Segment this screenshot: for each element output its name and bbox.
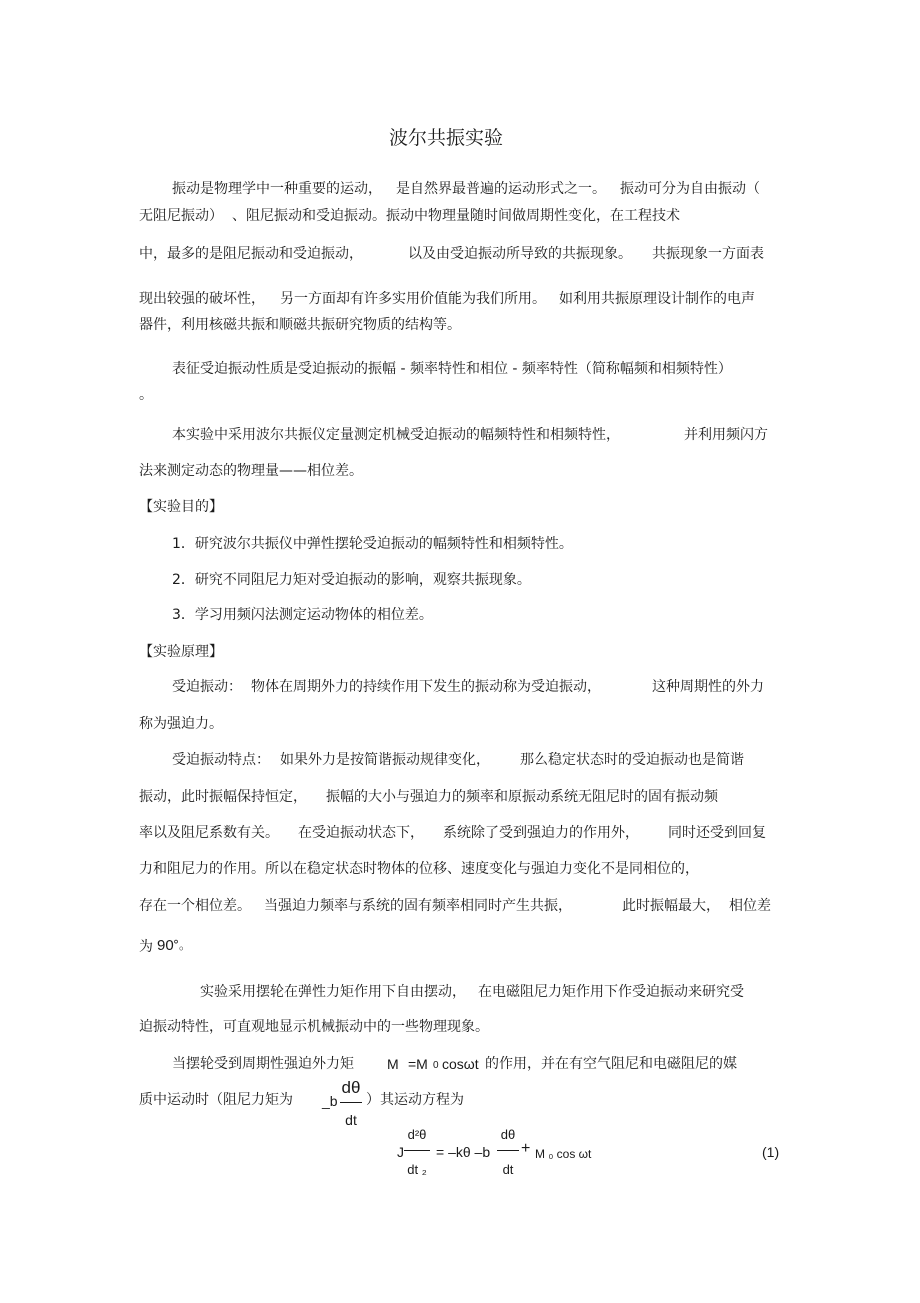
equation-denominator: dt ₂ <box>407 1162 427 1177</box>
principle-text: 受迫振动： <box>172 679 242 695</box>
fraction-bar <box>404 1150 430 1151</box>
principle-text: 受迫振动特点： <box>172 752 270 768</box>
intro-text: 无阻尼振动） <box>139 208 223 224</box>
fraction-bar <box>340 1102 362 1103</box>
principle-text: 系统除了受到强迫力的作用外， <box>443 825 639 841</box>
principle-text: 这种周期性的外力 <box>652 679 764 695</box>
intro-text: 如利用共振原理设计制作的电声 <box>559 291 755 307</box>
principle-text: 当摆轮受到周期性强迫外力矩 <box>172 1056 354 1072</box>
intro-text: 振动可分为自由振动（ <box>620 181 760 197</box>
list-item: 3．学习用频闪法测定运动物体的相位差。 <box>172 607 433 623</box>
equation-symbol: M ₀ cos ωt <box>535 1147 592 1161</box>
section-heading: 【实验目的】 <box>139 499 223 515</box>
principle-text: 那么稳定状态时的受迫振动也是简谐 <box>520 752 744 768</box>
formula-symbol: _b <box>322 1093 338 1109</box>
intro-text: 中，最多的是阻尼振动和受迫振动， <box>139 246 363 262</box>
principle-text: 同时还受到回复 <box>668 825 766 841</box>
principle-text: 此时振幅最大， <box>622 898 720 914</box>
principle-text: 实验采用摆轮在弹性力矩作用下自由摆动， <box>200 984 466 1000</box>
intro-text: 共振现象一方面表 <box>652 246 764 262</box>
principle-text: 力和阻尼力的作用。所以在稳定状态时物体的位移、速度变化与强迫力变化不是同相位的， <box>139 861 699 877</box>
principle-text: 的作用，并在有空气阻尼和电磁阻尼的媒 <box>485 1056 737 1072</box>
intro-text: 以及由受迫振动所导致的共振现象。 <box>408 246 632 262</box>
formula-symbol: =M <box>408 1056 428 1072</box>
phase-value: 90 <box>157 937 174 954</box>
principle-text: 存在一个相位差。 <box>139 898 251 914</box>
fraction-bar <box>497 1150 519 1151</box>
intro-text: 现出较强的破坏性， <box>139 291 265 307</box>
principle-text: 物体在周期外力的持续作用下发生的振动称为受迫振动， <box>251 679 601 695</box>
principle-text: 相位差 <box>729 898 771 914</box>
list-item: 2．研究不同阻尼力矩对受迫振动的影响，观察共振现象。 <box>172 572 531 588</box>
principle-text: 迫振动特性，可直观地显示机械振动中的一些物理现象。 <box>139 1019 489 1035</box>
principle-text: 振动，此时振幅保持恒定， <box>139 789 307 805</box>
section-heading: 【实验原理】 <box>139 644 223 660</box>
principle-text: 称为强迫力。 <box>139 716 223 732</box>
fraction-denominator: dt <box>345 1112 357 1128</box>
equation-symbol: + <box>521 1140 531 1157</box>
fraction-numerator: dθ <box>341 1078 361 1097</box>
principle-text: 率以及阻尼系数有关。 <box>139 825 279 841</box>
principle-text: 振幅的大小与强迫力的频率和原振动系统无阻尼时的固有振动频 <box>326 789 718 805</box>
intro-text: 法来测定动态的物理量——相位差。 <box>139 463 363 479</box>
intro-text: 器件，利用核磁共振和顺磁共振研究物质的结构等。 <box>139 317 461 333</box>
intro-text: 本实验中采用波尔共振仪定量测定机械受迫振动的幅频特性和相频特性， <box>172 427 620 443</box>
principle-text: 如果外力是按简谐振动规律变化， <box>280 752 490 768</box>
principle-text: 为 <box>139 939 153 955</box>
formula-symbol: cosωt <box>442 1056 479 1072</box>
equation-number: (1) <box>762 1144 780 1160</box>
intro-text: 另一方面却有许多实用价值能为我们所用。 <box>280 291 546 307</box>
equation-denominator: dt <box>502 1162 514 1177</box>
intro-text: 。 <box>139 387 153 403</box>
principle-text: ）其运动方程为 <box>366 1092 464 1108</box>
principle-text: 在电磁阻尼力矩作用下作受迫振动来研究受 <box>478 984 744 1000</box>
list-item: 1．研究波尔共振仪中弹性摆轮受迫振动的幅频特性和相频特性。 <box>172 536 573 552</box>
intro-text: 振动是物理学中一种重要的运动， <box>172 181 382 197</box>
equation-numerator: d²θ <box>407 1127 427 1142</box>
formula-symbol: M <box>387 1056 399 1072</box>
principle-text: 质中运动时（阻尼力矩为 <box>139 1092 293 1108</box>
principle-text: 当强迫力频率与系统的固有频率相同时产生共振， <box>264 898 572 914</box>
intro-text: 是自然界最普遍的运动形式之一。 <box>396 181 606 197</box>
principle-text: °。 <box>173 938 192 952</box>
intro-text: 并利用频闪方 <box>684 427 768 443</box>
page-title: 波尔共振实验 <box>389 127 504 149</box>
equation-numerator: dθ <box>500 1127 516 1142</box>
intro-text: 、阻尼振动和受迫振动。振动中物理量随时间做周期性变化，在工程技术 <box>232 208 680 224</box>
equation-symbol: = –kθ –b <box>436 1144 491 1160</box>
formula-subscript: 0 <box>433 1060 439 1071</box>
intro-text: 表征受迫振动性质是受迫振动的振幅 - 频率特性和相位 - 频率特性（简称幅频和相频特性） <box>172 361 732 377</box>
equation-symbol: J <box>397 1144 404 1160</box>
principle-text: 在受迫振动状态下， <box>298 825 424 841</box>
